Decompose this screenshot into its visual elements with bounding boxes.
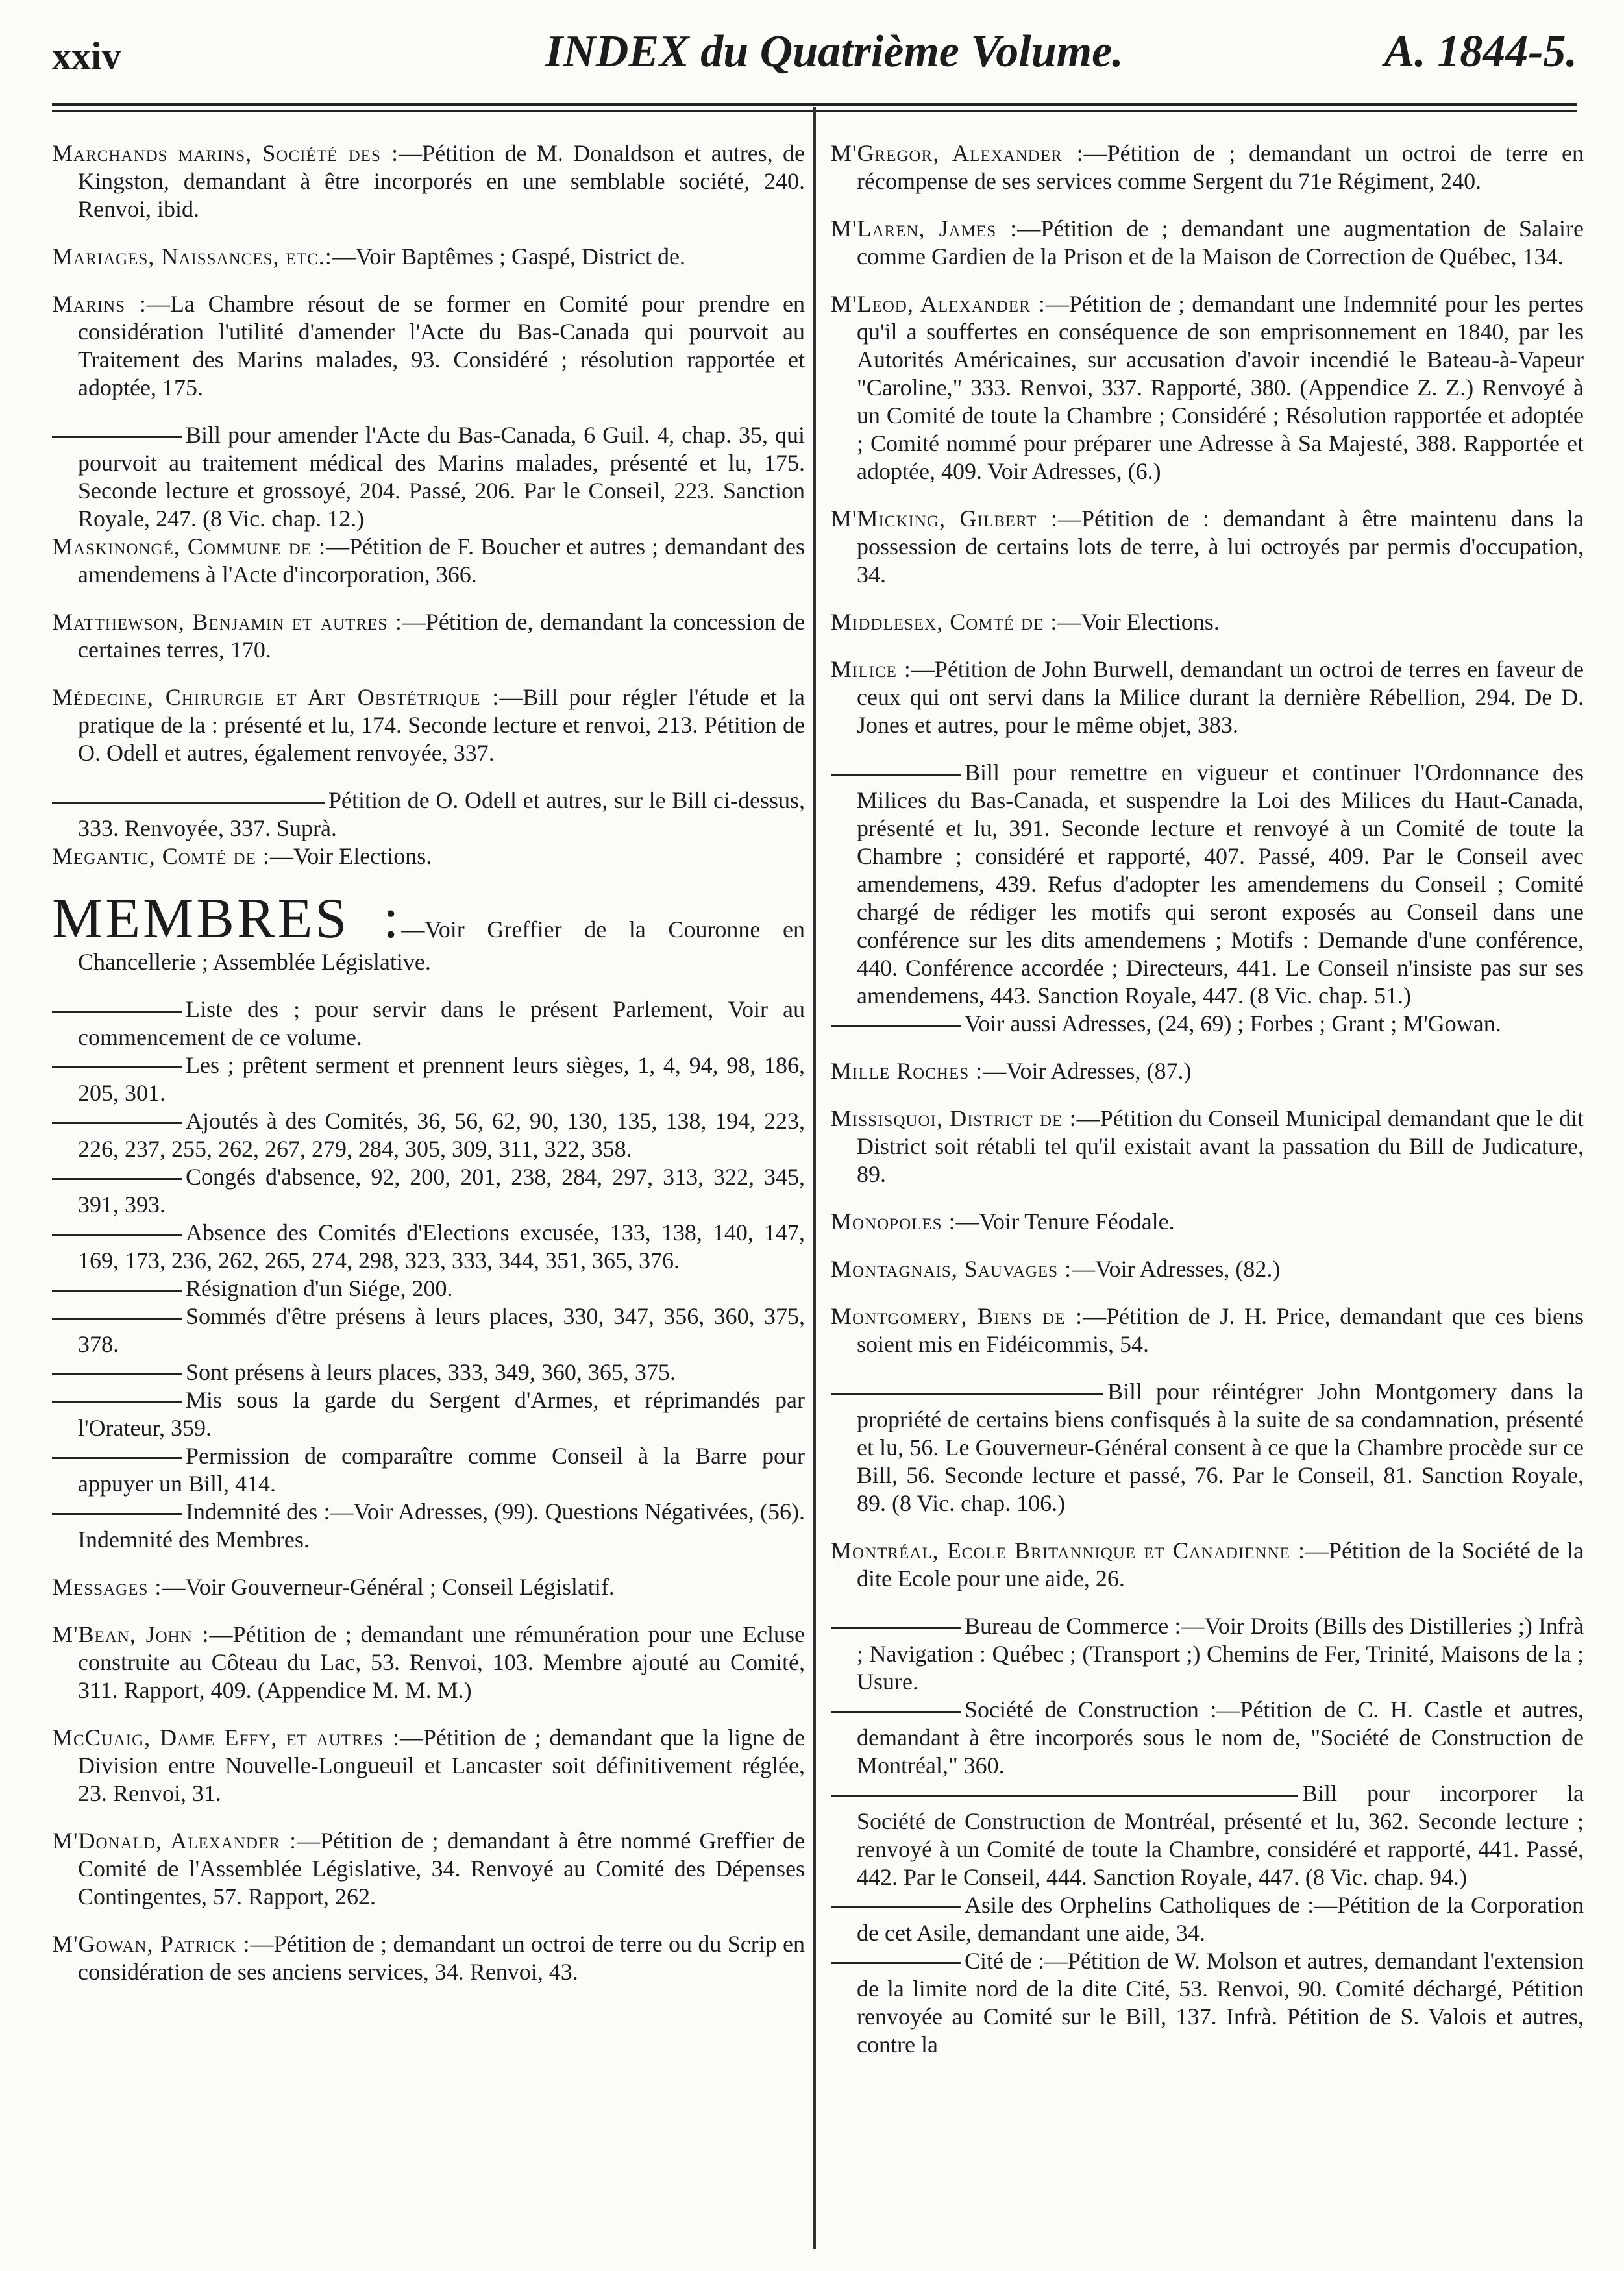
- right-column: [831, 140, 1584, 2059]
- entry-text: —Pétition de ; demandant un octroi de terre en récompense de ses services comme Sergent du 71e Régiment, 240.: [857, 140, 1584, 194]
- entry-text: Absence des Comités d'Elections excusée, 133, 138, 140, 147, 169, 173, 236, 262, 265, 274, 298, 323, 333, 344, 351, 365, 376.: [78, 1220, 805, 1273]
- entry-heading: Matthewson, Benjamin et autres :: [52, 609, 402, 635]
- entry-text: Congés d'absence, 92, 200, 201, 238, 284, 297, 313, 322, 345, 391, 393.: [78, 1164, 805, 1218]
- entry-text: —Voir Tenure Féodale.: [955, 1209, 1175, 1234]
- index-subentry: [52, 1275, 805, 1303]
- entry-heading: M'Laren, James :: [831, 215, 1018, 241]
- index-subentry: [52, 421, 805, 533]
- entry-text: —Voir Elections.: [269, 843, 432, 869]
- entry-text: Bill pour remettre en vigueur et continuer l'Ordonnance des Milices du Bas-Canada, et suspendre la Loi des Milices du Haut-Canada, présenté et lu, 391. Seconde lecture et renvoyé à un Comité de toute la Chambre ; considéré et rapporté, 407. Passé, 409. Par le Conseil avec amendemens, 439. Refus d'adopter les amendemens du Conseil ; Comité chargé de rédiger les motifs qui seront exposés au Conseil dans une conférence sur les dits amendemens ; Motifs : Demande d'une conférence, 440. Conférence accordée ; Directeurs, 441. Le Conseil n'insiste pas sur ses amendemens, 443. Sanction Royale, 447. (8 Vic. chap. 51.): [857, 759, 1584, 1009]
- ditto-dash: [831, 1025, 961, 1027]
- index-entry: [52, 243, 805, 271]
- ditto-dash: [831, 1393, 1103, 1395]
- entry-heading: Marins :: [52, 291, 147, 317]
- entry-heading: M'Gregor, Alexander :: [831, 140, 1084, 166]
- entry-text: Voir aussi Adresses, (24, 69) ; Forbes ; Grant ; M'Gowan.: [965, 1011, 1501, 1037]
- index-subentry: [831, 1891, 1584, 1947]
- entry-heading: Maskinongé, Commune de :: [52, 534, 326, 559]
- index-subentry: [52, 1051, 805, 1107]
- year-label: A. 1844-5.: [1384, 27, 1577, 77]
- index-entry: [831, 505, 1584, 589]
- entry-heading: M'Micking, Gilbert :: [831, 506, 1059, 532]
- index-entry: [831, 215, 1584, 271]
- page-header: [52, 26, 1577, 78]
- index-subentry: [831, 759, 1584, 1010]
- entry-text: —Pétition de : demandant à être maintenu dans la possession de certains lots de terre, à lui octroyés par permis d'occupation, 34.: [857, 506, 1584, 587]
- entry-heading: Montréal, Ecole Britannique et Canadienne :: [831, 1538, 1305, 1564]
- index-subentry: [52, 1163, 805, 1219]
- entry-text: Mis sous la garde du Sergent d'Armes, et réprimandés par l'Orateur, 359.: [78, 1387, 805, 1441]
- entry-text: —Pétition de F. Boucher et autres ; demandant des amendemens à l'Acte d'incorporation, 366.: [78, 534, 805, 587]
- ditto-dash: [52, 436, 182, 438]
- ditto-dash: [831, 774, 961, 776]
- entry-heading: Mille Roches :: [831, 1058, 983, 1084]
- entry-text: Société de Construction :—Pétition de C. H. Castle et autres, demandant à être incorporés sous le nom de, "Société de Construction de Montréal," 360.: [857, 1697, 1584, 1778]
- index-entry: [831, 656, 1584, 739]
- ditto-dash: [52, 1011, 182, 1013]
- entry-heading: Marchands marins, Société des :: [52, 140, 399, 166]
- ditto-dash: [831, 1627, 961, 1629]
- index-entry: [52, 1621, 805, 1704]
- entry-text: Indemnité des :—Voir Adresses, (99). Questions Négativées, (56). Indemnité des Membres.: [78, 1499, 805, 1553]
- page-title: INDEX du Quatrième Volume.: [545, 27, 1124, 77]
- entry-text: —Pétition de ; demandant une augmentation de Salaire comme Gardien de la Prison et de la Maison de Correction de Québec, 134.: [857, 215, 1584, 269]
- entry-text: —Voir Baptêmes ; Gaspé, District de.: [332, 243, 685, 269]
- index-entry: [52, 533, 805, 589]
- ditto-dash: [52, 1234, 182, 1236]
- index-entry: [52, 1573, 805, 1601]
- ditto-dash: [52, 1513, 182, 1515]
- entry-text: Bureau de Commerce :—Voir Droits (Bills des Distilleries ;) Infrà ; Navigation : Québec ; (Transport ;) Chemins de Fer, Trinité, Maisons de la ; Usure.: [857, 1613, 1584, 1695]
- entry-text: —Pétition de ; demandant à être nommé Greffier de Comité de l'Assemblée Législative, 34. Renvoyé au Comité des Dépenses Contingentes, 57. Rapport, 262.: [78, 1828, 806, 1909]
- entry-text: Sont présens à leurs places, 333, 349, 360, 365, 375.: [186, 1359, 676, 1385]
- index-subentry: [52, 1386, 805, 1442]
- entry-text: Bill pour incorporer la Société de Construction de Montréal, présenté et lu, 362. Seconde lecture ; renvoyé à un Comité de toute la Chambre, considéré et rapporté, 441. Passé, 442. Par le Conseil, 444. Sanction Royale, 447. (8 Vic. chap. 94.): [857, 1780, 1584, 1890]
- entry-heading: Monopoles :: [831, 1209, 956, 1234]
- entry-heading: M'Bean, John :: [52, 1621, 210, 1647]
- entry-text: —Pétition de ; demandant une Indemnité pour les pertes qu'il a souffertes en conséquence de son emprisonnement en 1840, par les Autorités Américaines, sur accusation d'avoir incendié le Bateau-à-Vapeur "Caroline," 333. Renvoi, 337. Rapporté, 380. (Appendice Z. Z.) Renvoyé à un Comité de toute la Chambre ; Considéré ; Résolution rapportée et adoptée ; Comité nommé pour préparer une Adresse à Sa Majesté, 388. Rapportée et adoptée, 409. Voir Adresses, (6.): [857, 291, 1584, 484]
- ditto-dash: [52, 1401, 182, 1403]
- ditto-dash: [52, 1066, 182, 1068]
- header-rule: [52, 103, 1577, 106]
- index-entry: [52, 1930, 805, 1986]
- entry-heading: Montagnais, Sauvages :: [831, 1256, 1072, 1282]
- index-subentry: [831, 1696, 1584, 1780]
- index-entry: [831, 1303, 1584, 1358]
- entry-text: Bill pour réintégrer John Montgomery dans la propriété de certains biens confisqués à la suite de sa condamnation, présenté et lu, 56. Le Gouverneur-Général consent à ce que la Chambre procède sur ce Bill, 56. Seconde lecture et passé, 76. Par le Conseil, 81. Sanction Royale, 89. (8 Vic. chap. 106.): [857, 1379, 1584, 1516]
- entry-text: Asile des Orphelins Catholiques de :—Pétition de la Corporation de cet Asile, demandant une aide, 34.: [857, 1892, 1584, 1946]
- ditto-dash: [831, 1795, 1298, 1797]
- index-entry: [52, 290, 805, 402]
- index-entry: [831, 140, 1584, 195]
- ditto-dash: [831, 1906, 961, 1908]
- index-subentry: [52, 996, 805, 1051]
- index-entry: [831, 1057, 1584, 1085]
- entry-text: —Pétition de J. H. Price, demandant que ces biens soient mis en Fidéicommis, 54.: [857, 1303, 1584, 1357]
- ditto-dash: [52, 802, 325, 804]
- entry-text: Permission de comparaître comme Conseil à la Barre pour appuyer un Bill, 414.: [78, 1443, 805, 1497]
- entry-heading: McCuaig, Dame Effy, et autres :: [52, 1725, 400, 1750]
- entry-heading: Milice :: [831, 656, 911, 682]
- entry-text: Pétition de O. Odell et autres, sur le Bill ci-dessus, 333. Renvoyée, 337. Suprà.: [78, 787, 805, 841]
- entry-text: Ajoutés à des Comités, 36, 56, 62, 90, 130, 135, 138, 194, 223, 226, 237, 255, 262, 267, 279, 284, 305, 309, 311, 322, 358.: [78, 1108, 805, 1162]
- index-entry: [52, 140, 805, 223]
- index-subentry: [831, 1780, 1584, 1891]
- index-entry: [52, 887, 806, 976]
- entry-text: —Voir Adresses, (82.): [1072, 1256, 1281, 1282]
- entry-text: Les ; prêtent serment et prennent leurs sièges, 1, 4, 94, 98, 186, 205, 301.: [78, 1052, 805, 1106]
- entry-text: —Pétition de M. Donaldson et autres, de Kingston, demandant à être incorporés en une semblable société, 240. Renvoi, ibid.: [78, 140, 805, 222]
- index-entry: [831, 1537, 1584, 1593]
- entry-heading: Missisquoi, District de :: [831, 1105, 1077, 1131]
- entry-text: —Pétition de ; demandant une rémunération pour une Ecluse construite au Côteau du Lac, 53. Renvoi, 103. Membre ajouté au Comité, 311. Rapport, 409. (Appendice M. M. M.): [78, 1621, 805, 1703]
- entry-heading: M'Donald, Alexander :: [52, 1828, 297, 1854]
- index-subentry: [831, 1947, 1584, 2059]
- entry-text: Sommés d'être présens à leurs places, 330, 347, 356, 360, 375, 378.: [78, 1303, 805, 1357]
- index-entry: [52, 608, 805, 664]
- entry-text: —Pétition de ; demandant un octroi de terre ou du Scrip en considération de ses anciens services, 34. Renvoi, 43.: [78, 1931, 806, 1985]
- ditto-dash: [52, 1318, 182, 1320]
- index-entry: [52, 1827, 805, 1911]
- index-entry: [52, 683, 805, 767]
- index-entry: [52, 1724, 805, 1808]
- entry-text: —Pétition de ; demandant que la ligne de Division entre Nouvelle-Longueuil et Lancaster soit définitivement réglée, 23. Renvoi, 31.: [78, 1725, 805, 1806]
- left-column: [52, 140, 805, 2006]
- entry-heading: M'Gowan, Patrick :: [52, 1931, 251, 1957]
- index-subentry: [52, 1303, 805, 1358]
- index-subentry: [52, 1442, 805, 1498]
- entry-text: —Bill pour régler l'étude et la pratique de la : présenté et lu, 174. Seconde lecture et renvoi, 213. Pétition de O. Odell et autres, également renvoyée, 337.: [78, 684, 805, 766]
- entry-heading: Médecine, Chirurgie et Art Obstétrique :: [52, 684, 500, 710]
- ditto-dash: [52, 1457, 182, 1459]
- entry-text: —Pétition de John Burwell, demandant un octroi de terres en faveur de ceux qui ont servi dans la Milice durant la dernière Rébellion, 294. De D. Jones et autres, pour le même objet, 383.: [857, 656, 1584, 738]
- column-divider: [813, 107, 816, 2249]
- index-subentry: [52, 1358, 805, 1386]
- entry-heading: Mariages, Naissances, etc.:: [52, 243, 332, 269]
- index-entry: [831, 290, 1584, 485]
- entry-heading: Messages :: [52, 1574, 162, 1600]
- index-entry: [831, 608, 1584, 636]
- entry-text: —La Chambre résout de se former en Comité pour prendre en considération l'utilité d'amender l'Acte du Bas-Canada qui pourvoit au Traitement des Marins malades, 93. Considéré ; résolution rapportée et adoptée, 175.: [78, 291, 805, 400]
- entry-text: Liste des ; pour servir dans le présent Parlement, Voir au commencement de ce volume.: [78, 996, 805, 1050]
- entry-text: —Pétition du Conseil Municipal demandant que le dit District soit rétabli tel qu'il existait avant la passation du Bill de Judicature, 89.: [857, 1105, 1584, 1187]
- ditto-dash: [52, 1290, 182, 1292]
- ditto-dash: [831, 1711, 961, 1713]
- index-subentry: [52, 1219, 805, 1275]
- entry-text: —Voir Elections.: [1057, 609, 1220, 635]
- ditto-dash: [52, 1178, 182, 1180]
- entry-text: —Voir Adresses, (87.): [983, 1058, 1192, 1084]
- entry-heading: Megantic, Comté de :: [52, 843, 270, 869]
- entry-heading: Montgomery, Biens de :: [831, 1303, 1083, 1329]
- index-subentry: [52, 1107, 805, 1163]
- index-entry: [831, 1255, 1584, 1283]
- index-entry: [831, 1208, 1584, 1236]
- entry-text: Bill pour amender l'Acte du Bas-Canada, 6 Guil. 4, chap. 35, qui pourvoit au traitement médical des Marins malades, présenté et lu, 175. Seconde lecture et grossoyé, 204. Passé, 206. Par le Conseil, 223. Sanction Royale, 247. (8 Vic. chap. 12.): [78, 422, 805, 532]
- index-subentry: [831, 1378, 1584, 1517]
- index-entry: [52, 842, 805, 870]
- ditto-dash: [52, 1122, 182, 1124]
- entry-heading: MEMBRES :: [52, 887, 402, 950]
- entry-heading: Middlesex, Comté de :: [831, 609, 1058, 635]
- entry-text: Cité de :—Pétition de W. Molson et autres, demandant l'extension de la limite nord de la dite Cité, 53. Renvoi, 90. Comité déchargé, Pétition renvoyée au Comité sur le Bill, 137. Infrà. Pétition de S. Valois et autres, contre la: [857, 1948, 1584, 2057]
- entry-text: —Voir Greffier de la Couronne en Chancellerie ; Assemblée Législative.: [78, 916, 806, 975]
- entry-text: Résignation d'un Siége, 200.: [186, 1275, 453, 1301]
- entry-heading: M'Leod, Alexander :: [831, 291, 1046, 317]
- ditto-dash: [831, 1962, 961, 1964]
- entry-text: —Pétition de, demandant la concession de certaines terres, 170.: [78, 609, 805, 663]
- ditto-dash: [52, 1373, 182, 1375]
- index-subentry: [52, 1498, 805, 1554]
- entry-text: —Voir Gouverneur-Général ; Conseil Législatif.: [162, 1574, 615, 1600]
- index-subentry: [831, 1010, 1584, 1038]
- index-entry: [831, 1105, 1584, 1188]
- entry-text: —Pétition de la Société de la dite Ecole pour une aide, 26.: [857, 1538, 1584, 1591]
- index-subentry: [831, 1612, 1584, 1696]
- index-subentry: [52, 787, 805, 842]
- page-number: xxiv: [52, 34, 121, 77]
